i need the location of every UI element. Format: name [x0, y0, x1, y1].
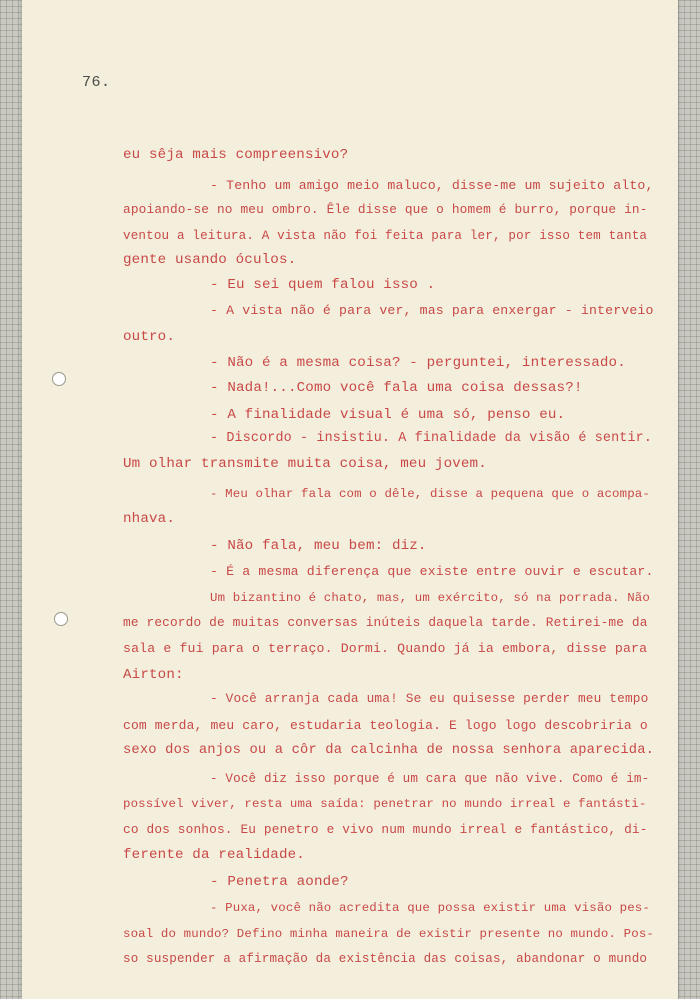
text-line: - É a mesma diferença que existe entre ouvir e escutar.: [210, 564, 654, 579]
text-line: ventou a leitura. A vista não foi feita para ler, por isso tem tanta: [123, 229, 648, 243]
typewritten-page: [22, 0, 678, 999]
text-line: - Não é a mesma coisa? - perguntei, interessado.: [210, 355, 626, 371]
body-text: [22, 0, 678, 999]
text-line: Um olhar transmite muita coisa, meu jovem.: [123, 456, 487, 472]
text-line: - Tenho um amigo meio maluco, disse-me um sujeito alto,: [210, 178, 654, 193]
text-line: apoiando-se no meu ombro. Êle disse que o homem é burro, porque in-: [123, 202, 648, 217]
text-line: - Discordo - insistiu. A finalidade da visão é sentir.: [210, 431, 653, 446]
text-line: nhava.: [123, 511, 175, 527]
text-line: me recordo de muitas conversas inúteis daquela tarde. Retirei-me da: [123, 615, 648, 630]
text-line: outro.: [123, 329, 175, 345]
text-line: sala e fui para o terraço. Dormi. Quando já ia embora, disse para: [123, 641, 648, 656]
text-line: - Não fala, meu bem: diz.: [210, 538, 427, 554]
text-line: - A finalidade visual é uma só, penso eu.: [210, 407, 566, 423]
text-line: - Você arranja cada uma! Se eu quisesse perder meu tempo: [210, 691, 649, 706]
text-line: - Penetra aonde?: [210, 874, 349, 890]
text-line: Airton:: [123, 667, 184, 683]
text-line: soal do mundo? Defino minha maneira de existir presente no mundo. Pos-: [123, 927, 654, 941]
text-line: - Meu olhar fala com o dêle, disse a pequena que o acompa-: [210, 487, 650, 501]
text-line: - Você diz isso porque é um cara que não vive. Como é im-: [210, 772, 650, 786]
text-line: - Puxa, você não acredita que possa existir uma visão pes-: [210, 901, 650, 915]
text-line: sexo dos anjos ou a côr da calcinha de nossa senhora aparecida.: [123, 743, 655, 758]
text-line: ferente da realidade.: [123, 847, 305, 863]
text-line: possível viver, resta uma saída: penetrar no mundo irreal e fantásti-: [123, 797, 647, 811]
text-line: - Nada!...Como você fala uma coisa dessas?!: [210, 380, 583, 396]
text-line: - A vista não é para ver, mas para enxergar - interveio: [210, 303, 654, 318]
text-line: Um bizantino é chato, mas, um exército, só na porrada. Não: [210, 591, 650, 605]
text-line: - Eu sei quem falou isso .: [210, 277, 436, 293]
text-line: so suspender a afirmação da existência das coisas, abandonar o mundo: [123, 952, 648, 966]
text-line: com merda, meu caro, estudaria teologia. E logo logo descobriria o: [123, 718, 648, 733]
page-number: 76.: [82, 74, 111, 91]
text-line: co dos sonhos. Eu penetro e vivo num mundo irreal e fantástico, di-: [123, 822, 648, 837]
text-line: gente usando óculos.: [123, 252, 297, 268]
text-line: eu sêja mais compreensivo?: [123, 147, 349, 163]
